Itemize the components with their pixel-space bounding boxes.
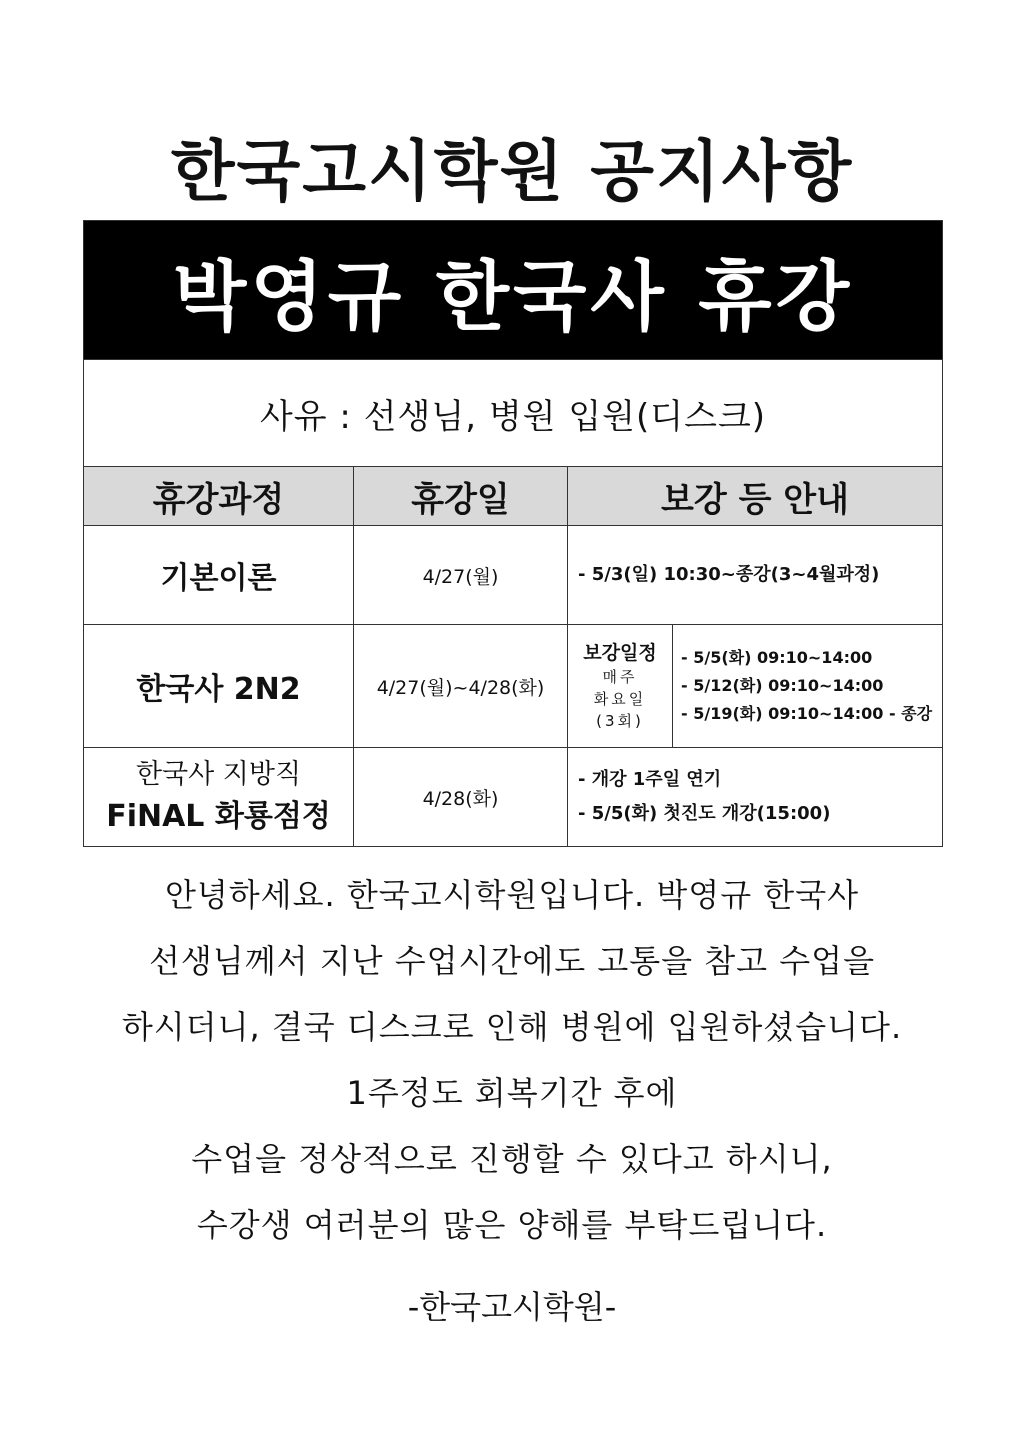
makeup-date-item: - 5/12(화) 09:10~14:00 xyxy=(681,676,884,695)
makeup-schedule xyxy=(568,625,943,748)
course-name: 한국사 2N2 xyxy=(84,625,354,748)
page-title: 한국고시학원 공지사항 xyxy=(170,133,854,210)
body-line: 선생님께서 지난 수업시간에도 고통을 참고 수업을 xyxy=(148,942,875,980)
body-line: 수업을 정상적으로 진행할 수 있다고 하시니, xyxy=(191,1140,833,1178)
makeup-title: 보강일정 xyxy=(583,642,657,664)
makeup-date-item: - 5/5(화) 09:10~14:00 xyxy=(681,648,873,667)
makeup-date-item: - 5/19(화) 09:10~14:00 - 종강 xyxy=(681,704,933,723)
body-line: 하시더니, 결국 디스크로 인해 병원에 입원하셨습니다. xyxy=(121,1008,903,1046)
table-row xyxy=(84,526,943,625)
makeup-info xyxy=(568,748,943,847)
body-line: 1주정도 회복기간 후에 xyxy=(346,1074,678,1112)
course-name-line1: 한국사 지방직 xyxy=(135,759,302,790)
header-course: 휴강과정 xyxy=(84,467,354,526)
info-line: - 5/5(화) 첫진도 개강(15:00) xyxy=(578,803,831,824)
info-line: - 개강 1주일 연기 xyxy=(578,769,722,790)
course-name xyxy=(84,748,354,847)
makeup-info xyxy=(568,526,943,625)
table-row xyxy=(84,748,943,847)
body-line: 안녕하세요. 한국고시학원입니다. 박영규 한국사 xyxy=(164,876,860,914)
cancel-date: 4/27(월)~4/28(화) xyxy=(354,625,568,748)
cancellation-banner: 박영규 한국사 휴강 xyxy=(84,221,943,360)
course-name-line2: FiNAL 화룡점정 xyxy=(106,799,331,834)
makeup-date-list xyxy=(673,625,942,747)
makeup-day: 화요일 xyxy=(593,690,647,708)
course-name: 기본이론 xyxy=(84,526,354,625)
signature: -한국고시학원- xyxy=(407,1288,617,1326)
header-info: 보강 등 안내 xyxy=(568,467,943,526)
cancel-date: 4/28(화) xyxy=(354,748,568,847)
table-header-row xyxy=(84,467,943,526)
cancel-date: 4/27(월) xyxy=(354,526,568,625)
body-line: 수강생 여러분의 많은 양해를 부탁드립니다. xyxy=(196,1206,828,1244)
notice-body xyxy=(0,862,1024,1258)
makeup-label xyxy=(568,625,673,747)
notice-table xyxy=(83,220,943,847)
makeup-frequency: 매주 xyxy=(602,668,638,686)
reason-text: 사유 : 선생님, 병원 입원(디스크) xyxy=(84,360,943,467)
header-date: 휴강일 xyxy=(354,467,568,526)
table-row xyxy=(84,625,943,748)
makeup-count: (3회) xyxy=(596,712,644,730)
info-line: - 5/3(일) 10:30~종강(3~4월과정) xyxy=(578,564,880,585)
